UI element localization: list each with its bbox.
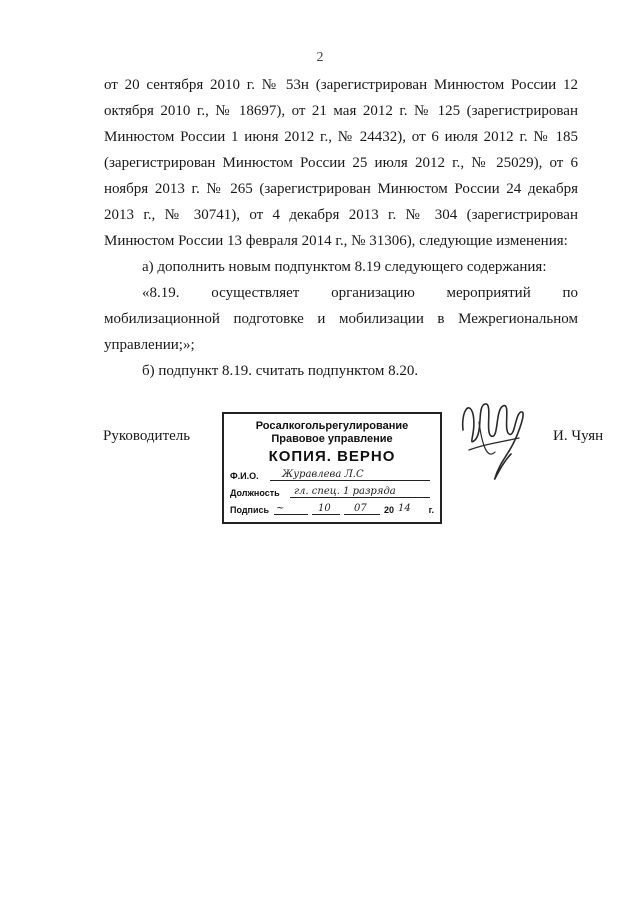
stamp-fio-label: Ф.И.О. xyxy=(230,471,259,481)
stamp-day-line xyxy=(312,514,340,515)
stamp-date-day: 10 xyxy=(318,503,331,514)
stamp-date-month: 07 xyxy=(354,503,367,514)
document-body xyxy=(104,72,578,384)
paragraph-item-a: а) дополнить новым подпунктом 8.19 следующего содержания: xyxy=(142,259,547,275)
stamp-fio-value: Журавлева Л.С xyxy=(282,469,364,480)
stamp-signature-label: Подпись xyxy=(230,505,270,515)
stamp-initials: ~ xyxy=(276,503,285,514)
stamp-organization: Росалкогольрегулирование xyxy=(255,420,409,432)
signatory-position: Руководитель xyxy=(103,428,191,444)
stamp-fio-line xyxy=(270,480,430,481)
signatory-name: И. Чуян xyxy=(553,428,604,444)
stamp-position-line xyxy=(290,497,430,498)
paragraph-quoted-text: «8.19. осуществляет организацию мероприятий по мобилизационной подготовке и мобилизации в Межрегиональном управлении;»; xyxy=(104,285,578,353)
stamp-department: Правовое управление xyxy=(271,433,393,445)
stamp-title: КОПИЯ. ВЕРНО xyxy=(268,448,396,465)
certified-copy-stamp xyxy=(222,412,442,524)
handwritten-signature xyxy=(455,392,535,492)
stamp-position-row xyxy=(230,483,434,500)
stamp-signature-row xyxy=(230,500,434,517)
stamp-position-label: Должность xyxy=(230,488,280,498)
stamp-position-value: гл. спец. 1 разряда xyxy=(294,486,396,497)
page-number: 2 xyxy=(316,50,324,65)
stamp-year-prefix: 20 xyxy=(384,505,395,515)
stamp-month-line xyxy=(344,514,380,515)
stamp-fio-row xyxy=(230,466,434,483)
stamp-year-end: г. xyxy=(428,505,434,515)
stamp-signature-line xyxy=(274,514,308,515)
stamp-year-suffix: 14 xyxy=(398,503,411,514)
paragraph-item-b: б) подпункт 8.19. считать подпунктом 8.20. xyxy=(142,363,419,379)
paragraph-amendments-list: от 20 сентября 2010 г. № 53н (зарегистрирован Минюстом России 12 октября 2010 г., № 18697), от 21 мая 2012 г. № 125 (зарегистрирован Минюстом России 1 июня 2012 г., № 24432), от 6 июля 2012 г. № 185 (зарегистрирован Минюстом России 25 июля 2012 г., № 25029), от 6 ноября 2013 г. № 265 (зарегистрирован Минюстом России 24 декабря 2013 г., № 30741), от 4 декабря 2013 г. № 304 (зарегистрирован Минюстом России 13 февраля 2014 г., № 31306), следующие изменения: xyxy=(104,77,578,249)
